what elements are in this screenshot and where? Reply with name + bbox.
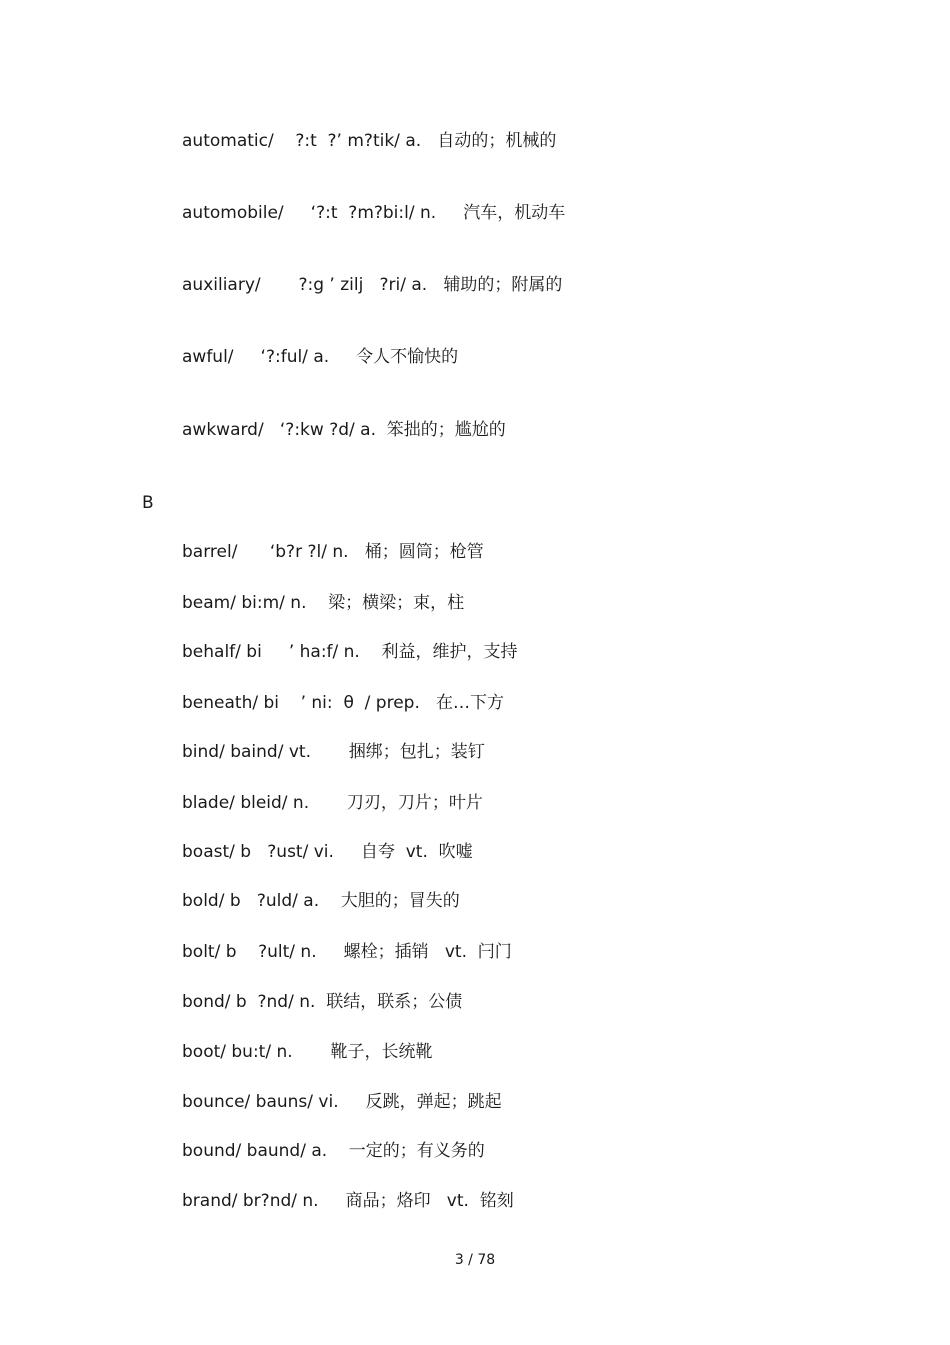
entry-boast: boast/ b ?ust/ vi. 自夸 vt. 吹嘘 xyxy=(182,842,473,862)
entry-beneath: beneath/ bi ’ ni: θ / prep. 在…下方 xyxy=(182,693,505,713)
entry-behalf: behalf/ bi ’ ha:f/ n. 利益，维护，支持 xyxy=(182,642,518,662)
entry-beam: beam/ bi:m/ n. 梁；横梁；束，柱 xyxy=(182,593,465,613)
entry-barrel: barrel/ ‘b?r ?l/ n. 桶；圆筒；枪管 xyxy=(182,542,484,562)
entry-brand: brand/ br?nd/ n. 商品；烙印 vt. 铭刻 xyxy=(182,1191,514,1211)
entry-automobile: automobile/ ‘?:t ?m?bi:l/ n. 汽车，机动车 xyxy=(182,203,566,223)
entry-bind: bind/ baind/ vt. 捆绑；包扎；装钉 xyxy=(182,742,485,762)
entry-bounce: bounce/ bauns/ vi. 反跳，弹起；跳起 xyxy=(182,1092,502,1112)
page-number: 3 / 78 xyxy=(454,1252,496,1268)
entry-bond: bond/ b ?nd/ n. 联结，联系；公债 xyxy=(182,992,463,1012)
entry-automatic: automatic/ ?:t ?’ m?tik/ a. 自动的；机械的 xyxy=(182,131,557,151)
entry-auxiliary: auxiliary/ ?:g ’ zilj ?ri/ a. 辅助的；附属的 xyxy=(182,275,563,295)
entry-boot: boot/ bu:t/ n. 靴子，长统靴 xyxy=(182,1042,433,1062)
entry-awkward: awkward/ ‘?:kw ?d/ a. 笨拙的；尴尬的 xyxy=(182,420,506,440)
entry-bold: bold/ b ?uld/ a. 大胆的；冒失的 xyxy=(182,891,460,911)
section-heading-b: B xyxy=(142,493,154,513)
entry-bound: bound/ baund/ a. 一定的；有义务的 xyxy=(182,1141,485,1161)
entry-blade: blade/ bleid/ n. 刀刃，刀片；叶片 xyxy=(182,793,483,813)
entry-awful: awful/ ‘?:ful/ a. 令人不愉快的 xyxy=(182,347,459,367)
entry-bolt: bolt/ b ?ult/ n. 螺栓；插销 vt. 闩门 xyxy=(182,942,512,962)
